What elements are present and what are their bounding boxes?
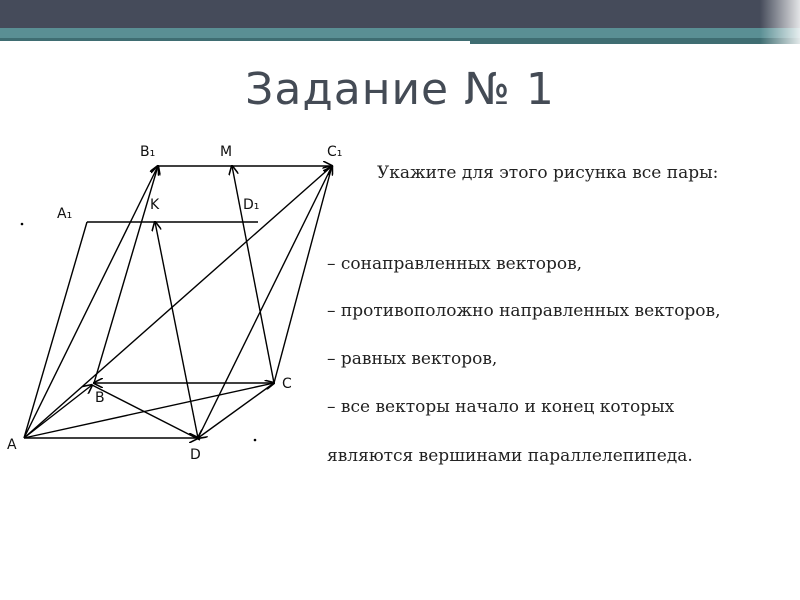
vector-a-b1: [24, 166, 158, 438]
point-labels: [7, 144, 342, 463]
edge-c-c1: [274, 166, 332, 383]
vector-d-k: [155, 222, 198, 438]
task-item: – сонаправленных векторов,: [327, 254, 583, 274]
task-item: – равных векторов,: [327, 349, 498, 369]
label-point-a1: A₁: [57, 206, 73, 222]
label-point-b: B: [95, 390, 105, 406]
label-point-d: D: [190, 447, 201, 463]
label-point-c: C: [282, 376, 292, 392]
label-point-a: A: [7, 437, 17, 453]
task-item: – все векторы начало и конец которых: [327, 397, 675, 417]
vector-b-b1: [94, 166, 158, 383]
task-intro: Укажите для этого рисунка все пары:: [377, 163, 719, 183]
label-point-c1: C₁: [327, 144, 343, 160]
label-point-m: M: [220, 144, 233, 160]
label-point-k: K: [150, 197, 160, 213]
slide-title: Задание № 1: [245, 64, 555, 115]
vector-d-c1: [198, 166, 332, 438]
edge-b-d: [92, 385, 200, 440]
task-item: являются вершинами параллелепипеда.: [327, 446, 693, 466]
label-point-b1: B₁: [140, 144, 156, 160]
task-item: – противоположно направленных векторов,: [327, 301, 721, 321]
label-point-d1: D₁: [243, 197, 260, 213]
